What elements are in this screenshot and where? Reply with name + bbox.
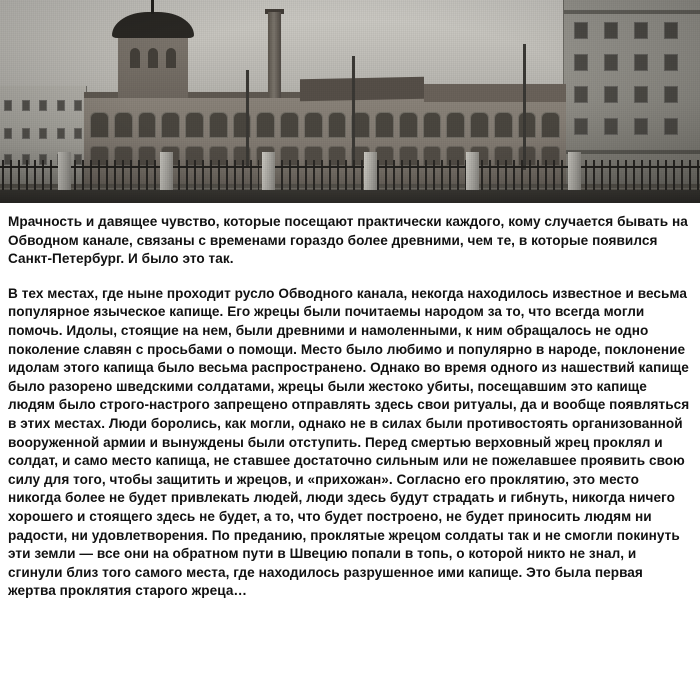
paragraph-1: Мрачность и давящее чувство, которые посещают практически каждого, кому случается бывать на Обводном канале, связаны с временами гораздо более древними, чем те, в которые появился Санкт-Петербург. И было это так. [8, 214, 688, 267]
fence-post-4 [364, 152, 377, 192]
article-body [0, 203, 700, 601]
shed-roof-left [300, 77, 424, 102]
arched-windows-upper [90, 112, 560, 138]
paragraph-2: В тех местах, где ныне проходит русло Обводного канала, некогда находилось известное и весьма популярное языческое капище. Его жрецы были почитаемы народом за то, что всегда могли помочь. Идолы, стоящие на нем, были древними и намоленными, к ним обращалось не одно поколение славян с просьбами о помощи. Место было любимо и популярно в народе, поклонение идолам этого капища было весьма распространено. Однако во время одного из нашествий капище было разорено шведскими солдатами, жрецы были жестоко убиты, посещавшим это капище людям было строго-настрого запрещено отправлять здесь свои ритуалы, да и вообще появляться в этих местах. Люди боролись, как могли, однако не в силах были противостоять организованной вооруженной армии и вынуждены были отступить. Перед смертью верховный жрец проклял и солдат, и само место капища, не ставшее достаточно сильным или не пожелавшее проявить свою силу для того, чтобы защитить и жрецов, и «прихожан». Согласно его проклятию, это место никогда более не будет привлекать людей, люди здесь будут страдать и гибнуть, никогда ничего хорошего и стоящего здесь не будет, а то, что будет построено, не будет приносить людям ни радости, ни удовлетворения. По преданию, проклятые жрецом солдаты так и не смогли покинуть эти земли — все они на обратном пути в Швецию попали в топь, о которой никто не знал, и сгинули близ того самого места, где находилось разрушенное ими капище. Это была первая жертва проклятия старого жреца… [8, 285, 690, 599]
fence-post-1 [58, 152, 71, 192]
lamp-post-2 [523, 44, 526, 170]
historical-photo [0, 0, 700, 203]
fence-post-3 [262, 152, 275, 192]
fence-post-6 [568, 152, 581, 192]
tower-with-dome [118, 32, 188, 98]
lamp-post-3 [246, 70, 249, 168]
curb [0, 190, 700, 203]
spire [151, 0, 154, 14]
fence-post-5 [466, 152, 479, 192]
lamp-post-1 [352, 56, 355, 168]
fence-rail [0, 166, 700, 168]
shed-roof-right [424, 84, 566, 102]
apartment-building-right [563, 0, 700, 186]
fence-post-2 [160, 152, 173, 192]
iron-fence [0, 160, 700, 190]
smokestack [268, 12, 281, 98]
